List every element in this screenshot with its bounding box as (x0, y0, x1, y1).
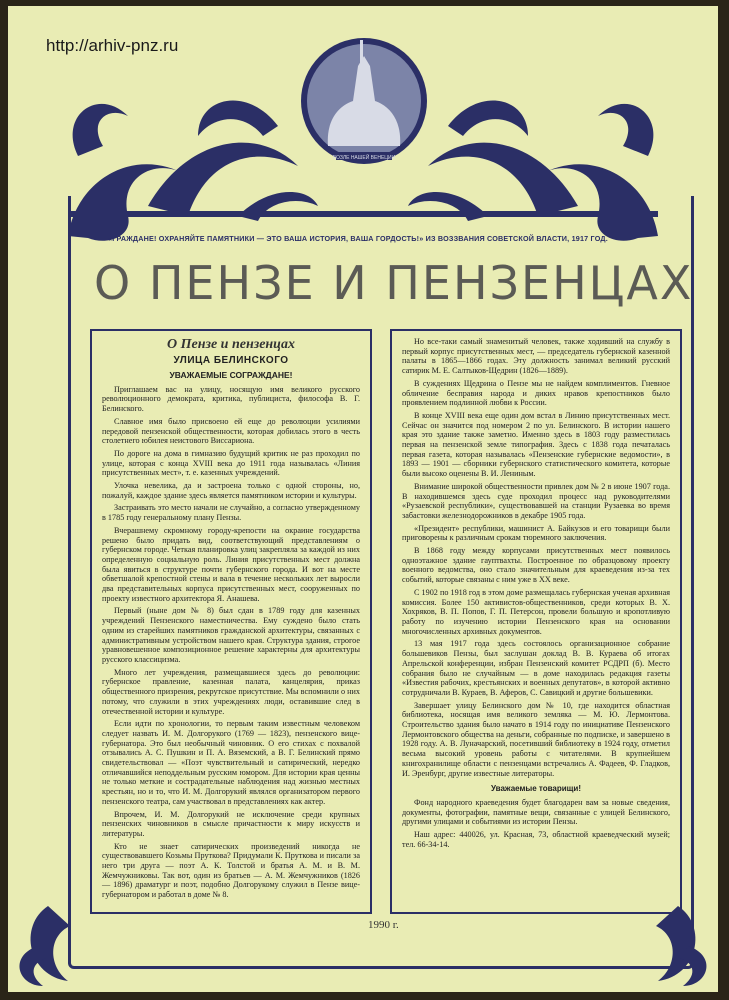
paragraph: Первый (ныне дом № 8) был сдан в 1789 году для казенных учреждений Пензенского наместничества. Ему суждено было стать одним из старейших памятников гражданской архитектуры, связанных с административным устройством нашего края. Структура здания, строгое уравновешенное композиционное решение характерны для архитектуры русского классицизма. (102, 606, 360, 664)
medallion-caption: ВОЗЛЕ НАШЕЙ ВЕНЕЦИИ (332, 155, 396, 161)
paragraph: Внимание широкой общественности привлек дом № 2 в июне 1907 года. В находившемся здесь суде проходил процесс над руководителями «Рузаевской республики», существовавшей на станции Рузаевка во время забастовки железнодорожников в декабре 1905 года. (402, 481, 670, 520)
slogan: «ГРАЖДАНЕ! ОХРАНЯЙТЕ ПАМЯТНИКИ — ЭТО ВАША ИСТОРИЯ, ВАША ГОРДОСТЬ!» ИЗ ВОЗЗВАНИЯ СОВЕТСКОЙ ВЛАСТИ, 1917 ГОД. (108, 234, 608, 243)
address: Наш адрес: 440026, ул. Красная, 73, областной краеведческий музей; тел. 66-34-14. (402, 830, 670, 849)
paragraph: Если идти по хронологии, то первым таким известным человеком следует назвать И. М. Долгорукого (1769 — 1823), пензенского вице-губернатора. Это был необычный чиновник. О его стихах с похвалой отзывались А. С. Пушкин и П. А. Вяземский, а В. Г. Белинский прямо свидетельствовал — «Поэт чувствительный и сатирический, нередко отличавшийся неподдельным русским юмором. Для истории края ценны не только меткие и сострадательные наблюдения над жизнью местных крестьян, но и то, что И. М. Долгорукий являлся организатором первого пензенского театра, сам участвовал в представлениях как актер. (102, 719, 360, 806)
paragraph: Вчерашнему скромному городу-крепости на окраине государства решено было придать вид, соответствующий представлениям о губернском городе. Четкая планировка улиц закрепляла за каждой из них определенную социальную роль. Линия присутственных мест должна была явиться в структуре почти губернского города. И вот на месте обветшалой крепостной стены и вала в течение нескольких лет выросли два представительных корпуса присутственных мест, сооруженных по проекту известного архитектора Я. Анашева. (102, 525, 360, 603)
source-url: http://arhiv-pnz.ru (46, 36, 179, 55)
left-heading: О Пензе и пензенцах (167, 337, 295, 352)
greeting: УВАЖАЕМЫЕ СОГРАЖДАНЕ! (169, 370, 293, 380)
paragraph: По дороге на дома в гимназию будущий критик не раз проходил по улице, которая с конца XVIII века до 1911 года называлась «Линия присутственных мест», т. е. казенных учреждений. (102, 448, 360, 478)
left-column (90, 329, 372, 914)
right-column (390, 329, 682, 914)
paragraph: Впрочем, И. М. Долгорукий не исключение среди крупных пензенских чиновников в смысле причастности к миру искусств и литературы. (102, 809, 360, 838)
paragraph: В суждениях Щедрина о Пензе мы не найдем комплиментов. Гневное обличение бесправия народа и диких нравов крепостников было проявлением подлинной любви к России. (402, 378, 670, 408)
page-title: О ПЕНЗЕ И ПЕНЗЕНЦАХ (94, 256, 694, 310)
paragraph: «Президент» республики, машинист А. Байкузов и его товарищи были приговорены к различным срокам тюремного заключения. (402, 523, 670, 543)
poster-sheet (8, 6, 718, 992)
paragraph: Но все-таки самый знаменитый человек, также ходивший на службу в первый корпус присутственных мест, — председатель губернской казенной палаты в 1865—1866 годах. Эту должность занимал великий русский сатирик М. Е. Салтыков-Щедрин (1826—1889). (402, 337, 670, 376)
paragraph: В 1868 году между корпусами присутственных мест появилось одноэтажное здание гауптвахты. Построенное по образцовому проекту военного ведомства, оно стало значительным для краеведения из-за тех событий, которые связаны с ним уже в XX веке. (402, 546, 670, 585)
year: 1990 г. (368, 919, 399, 931)
paragraph: 13 мая 1917 года здесь состоялось организационное собрание большевиков Пензы, был заслушан доклад В. В. Кураева об итогах Апрельской конференции, избран Пензенский комитет РСДРП (б). Место собрания было не случайным — в доме находилась редакция газеты «Известия рабочих, крестьянских и военных депутатов», в которой активно сотрудничали В. Кураев, В. Аферов, С. Савицкий и другие большевики. (402, 639, 670, 697)
paragraph: Завершает улицу Белинского дом № 10, где находится областная библиотека, носящая имя великого земляка — М. Ю. Лермонтова. Строительство здания было начато в 1914 году по инициативе Пензенского Лермонтовского общества на деньги, собранные по подписке, и завершено в 1928 году. А. В. Луначарский, посетивший библиотеку в 1924 году, отметил весьма высокий уровень работы с читателями. В крупнейшем книгохранилище области с пензенцами встречались А. Фадеев, Ф. Гладков, И. Эренбург, другие известные литераторы. (402, 700, 670, 778)
paragraph: Приглашаем вас на улицу, носящую имя великого русского революционного демократа, критика, публициста, философа В. Г. Белинского. (102, 384, 360, 414)
paragraph: Кто не знает сатирических произведений никогда не существовавшего Козьмы Пруткова? Придумали К. Пруткова и писали за него три друга — поэт А. К. Толстой и братья А. М. и В. М. Жемчужниковы. Так вот, один из братьев — А. М. Жемчужников (1826 — 1896) драматург и поэт, подобно Долгорукому служил в Пензе вице-губернатором и работал в доме № 8. (102, 841, 360, 900)
paragraph: С 1902 по 1918 год в этом доме размещалась губернская ученая архивная комиссия. Более 150 активистов-общественников, среди которых В. Х. Хохряков, В. П. Попов, Г. П. Петерсон, провели большую и кропотливую работу по изучению истории Пензенского края на основании многочисленных архивных документов. (402, 587, 670, 636)
paragraph: В конце XVIII века еще один дом встал в Линию присутственных мест. Сейчас он значится под номером 2 по ул. Белинского. В истории нашего края это здание также заметно. Именно здесь в 1803 году разместилась первая на пензенской земле типография. Здесь с 1838 года печаталась первая газета, которая называлась «Пензенские губернские ведомости», в 1893 — 1901 — сборники губернского статистического комитета, которые были высоко оценены В. И. Лениным. (402, 410, 670, 479)
closing-greeting: Уважаемые товарищи! (490, 784, 581, 794)
medallion (301, 38, 427, 164)
paragraph: Славное имя было присвоено ей еще до революции усилиями передовой пензенской общественности, которая добилась этого в честь столетнего юбилея неистового Виссариона. (102, 416, 360, 446)
paragraph: Застраивать это место начали не случайно, а согласно утвержденному в 1785 году генеральному плану Пензы. (102, 503, 360, 523)
street-heading: УЛИЦА БЕЛИНСКОГО (173, 355, 289, 366)
closing-paragraph: Фонд народного краеведения будет благодарен вам за новые сведения, документы, фотографии, памятные вещи, связанные с улицей Белинского, другими улицами и событиями из истории Пензы. (402, 797, 670, 827)
paragraph: Улочка невелика, да и застроена только с одной стороны, но, пожалуй, каждое здание здесь является памятником истории и культуры. (102, 481, 360, 500)
bottom-ornament (8, 886, 718, 992)
paragraph: Много лет учреждения, размещавшиеся здесь до революции: губернское правление, казенная палата, канцелярия, приказ общественного призрения, рекрутское присутствие. Мы вспомнили о них потому, что служили в этих учреждениях люди, оставившие след в отечественной истории и культуре. (102, 667, 360, 716)
